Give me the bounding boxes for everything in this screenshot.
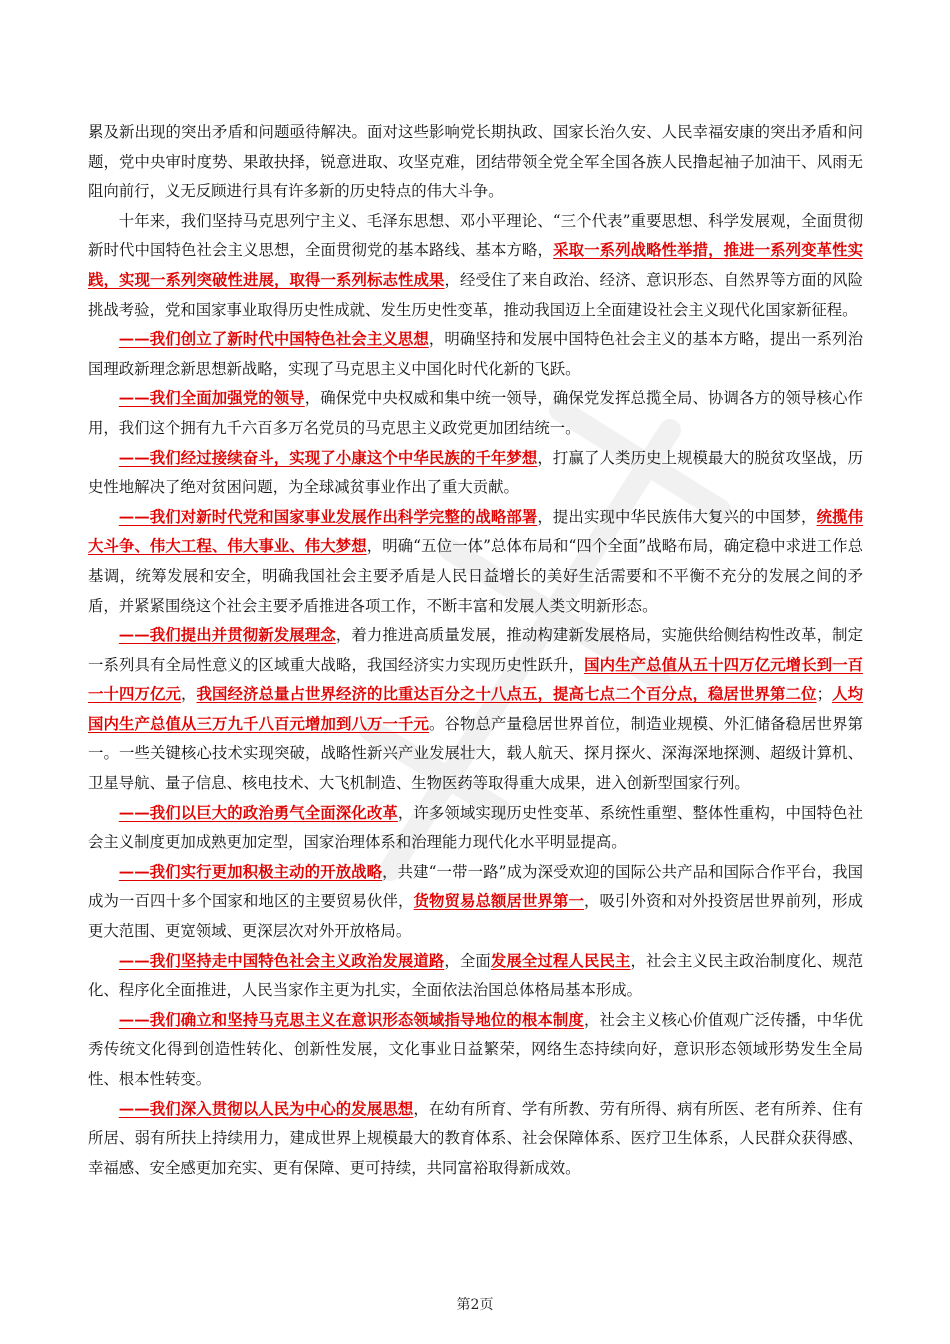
text-run: ，吸引外资和对外投资居世界前列，形成更大范围、更宽领域、更深层次对外开放格局。: [88, 892, 863, 941]
text-run: ，明确“五位一体”总体布局和“四个全面”战略布局，确定稳中求进工作总基调，统筹发展和安全，明确我国社会主要矛盾是人民日益增长的美好生活需要和不平衡不充分的发展之间的矛盾，并紧紧围绕这个社会主要矛盾推进各项工作，不断丰富和发展人类文明新形态。: [88, 537, 863, 615]
highlighted-phrase: ——我们全面加强党的领导: [118, 389, 305, 408]
body-paragraph: [88, 1095, 863, 1184]
body-paragraph: [88, 503, 863, 621]
text-run: 累及新出现的突出矛盾和问题亟待解决。面对这些影响党长期执政、国家长治久安、人民幸福安康的突出矛盾和问题，党中央审时度势、果敢抉择，锐意进取、攻坚克难，团结带领全党全军全国各族人民撸起袖子加油干、风雨无阻向前行，义无反顾进行具有许多新的历史特点的伟大斗争。: [88, 123, 863, 201]
highlighted-phrase: ——我们实行更加积极主动的开放战略: [118, 862, 383, 881]
text-run: ，许多领域实现历史性变革、系统性重塑、整体性重构，中国特色社会主义制度更加成熟更加定型，国家治理体系和治理能力现代化水平明显提高。: [88, 803, 863, 852]
highlighted-phrase: 我国经济总量占世界经济的比重达百分之十八点五，提高七点二个百分点，稳居世界第二位: [196, 685, 817, 704]
body-paragraph: [88, 444, 863, 503]
highlighted-phrase: 货物贸易总额居世界第一: [413, 892, 585, 911]
body-paragraph: [88, 1006, 863, 1095]
text-run: ，社会主义核心价值观广泛传播，中华优秀传统文化得到创造性转化、创新性发展，文化事业日益繁荣，网络生态持续向好，意识形态领域形势发生全局性、根本性转变。: [88, 1010, 863, 1088]
highlighted-phrase: ——我们坚持走中国特色社会主义政治发展道路: [118, 951, 445, 970]
text-run: ，着力推进高质量发展，推动构建新发展格局，实施供给侧结构性改革，制定一系列具有全局性意义的区域重大战略，我国经济实力实现历史性跃升，: [88, 626, 863, 674]
text-run: ，明确坚持和发展中国特色社会主义的基本方略，提出一系列治国理政新理念新思想新战略，实现了马克思主义中国化时代化新的飞跃。: [88, 330, 863, 378]
text-run: 十年来，我们坚持马克思列宁主义、毛泽东思想、邓小平理论、“三个代表”重要思想、科学发展观，全面贯彻新时代中国特色社会主义思想，全面贯彻党的基本路线、基本方略，: [88, 211, 863, 260]
text-run: ，打赢了人类历史上规模最大的脱贫攻坚战，历史性地解决了绝对贫困问题，为全球减贫事业作出了重大贡献。: [88, 448, 863, 497]
body-paragraph: [88, 207, 863, 325]
text-run: ，社会主义民主政治制度化、规范化、程序化全面推进，人民当家作主更为扎实，全面依法治国总体格局基本形成。: [88, 951, 863, 1000]
text-run: ，全面: [444, 951, 491, 970]
text-run: ，在幼有所育、学有所教、劳有所得、病有所医、老有所养、住有所居、弱有所扶上持续用力，建成世界上规模最大的教育体系、社会保障体系、医疗卫生体系，人民群众获得感、幸福感、安全感更加充实、更有保障、更可持续，共同富裕取得新成效。: [88, 1099, 863, 1177]
text-run: ，确保党中央权威和集中统一领导，确保党发挥总揽全局、协调各方的领导核心作用，我们这个拥有九千六百多万名党员的马克思主义政党更加团结统一。: [88, 389, 863, 437]
document-body: [88, 118, 863, 1183]
text-run: ，提出实现中华民族伟大复兴的中国梦，: [537, 507, 817, 526]
body-paragraph: [88, 799, 863, 858]
highlighted-phrase: 国内生产总值从五十四万亿元增长到一百一十四万亿元: [88, 655, 863, 704]
body-paragraph: [88, 325, 863, 384]
highlighted-phrase: ——我们经过接续奋斗，实现了小康这个中华民族的千年梦想: [118, 448, 538, 467]
highlighted-phrase: ——我们深入贯彻以人民为中心的发展思想: [118, 1099, 414, 1118]
body-paragraph: [88, 384, 863, 443]
text-run: ，经受住了来自政治、经济、意识形态、自然界等方面的风险挑战考验，党和国家事业取得历史性成就、发生历史性变革，推动我国迈上全面建设社会主义现代化国家新征程。: [88, 270, 863, 319]
highlighted-phrase: ——我们以巨大的政治勇气全面深化改革: [118, 803, 398, 822]
body-paragraph: [88, 947, 863, 1006]
body-paragraph: [88, 118, 863, 207]
body-paragraph: [88, 621, 863, 799]
page-number: 第2页: [456, 1297, 494, 1313]
text-run: ，: [181, 685, 197, 704]
highlighted-phrase: 采取一系列战略性举措，推进一系列变革性实践，实现一系列突破性进展，取得一系列标志性成果: [88, 241, 863, 289]
highlighted-phrase: 发展全过程人民民主: [490, 951, 631, 970]
text-run: 。谷物总产量稳居世界首位，制造业规模、外汇储备稳居世界第一。一些关键核心技术实现突破，战略性新兴产业发展壮大，载人航天、探月探火、深海深地探测、超级计算机、卫星导航、量子信息、核电技术、大飞机制造、生物医药等取得重大成果，进入创新型国家行列。: [88, 714, 863, 793]
highlighted-phrase: ——我们创立了新时代中国特色社会主义思想: [118, 330, 429, 349]
text-run: ，共建“一带一路”成为深受欢迎的国际公共产品和国际合作平台，我国成为一百四十多个国家和地区的主要贸易伙伴，: [88, 862, 863, 911]
highlighted-phrase: ——我们提出并贯彻新发展理念: [118, 626, 336, 645]
text-run: ；: [816, 685, 832, 704]
highlighted-phrase: 统揽伟大斗争、伟大工程、伟大事业、伟大梦想: [88, 507, 863, 556]
highlighted-phrase: ——我们对新时代党和国家事业发展作出科学完整的战略部署: [118, 507, 538, 526]
body-paragraph: [88, 858, 863, 947]
highlighted-phrase: ——我们确立和坚持马克思主义在意识形态领域指导地位的根本制度: [118, 1010, 584, 1029]
highlighted-phrase: 人均国内生产总值从三万九千八百元增加到八万一千元: [88, 685, 863, 733]
